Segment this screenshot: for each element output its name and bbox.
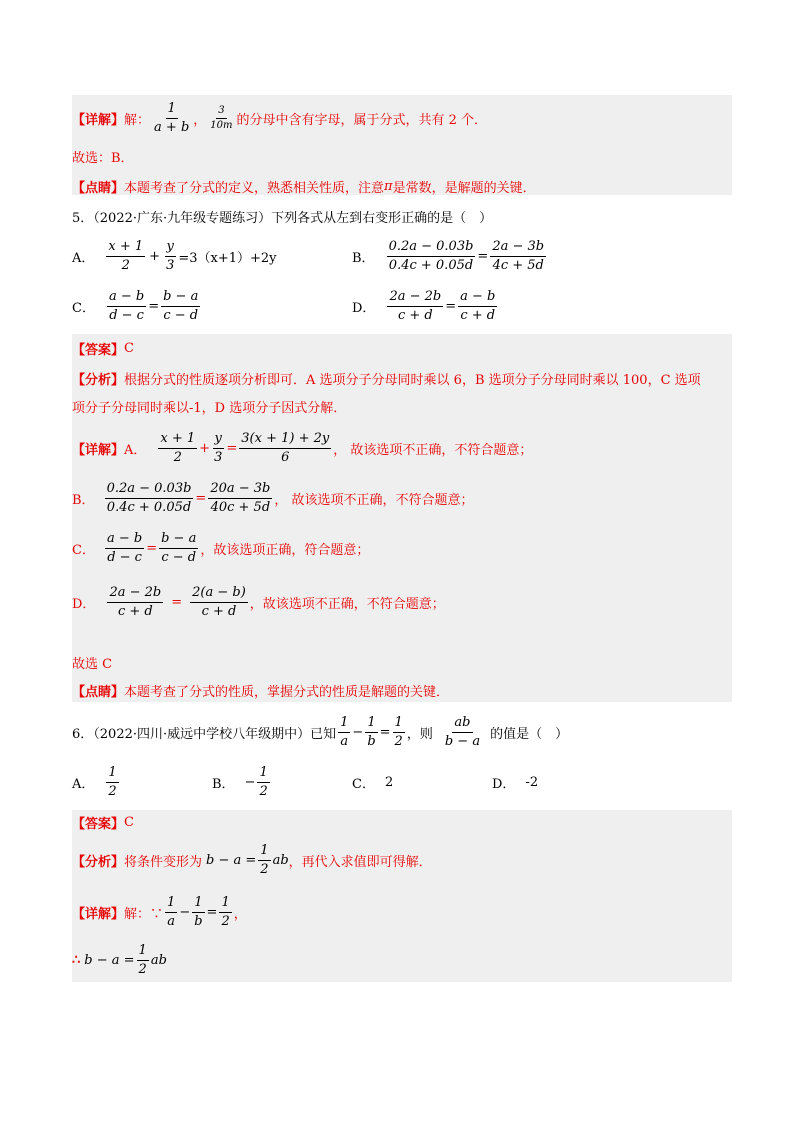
detail-line-q4: 【详解】 解： $\frac{1}{a + b}$ ， $\frac{3}{10m}$ 的分母中含有字母，属于分式，共有 2 个． [72,100,488,135]
answer-value: C [124,814,134,830]
detail-tag: 【详解】 [72,442,125,458]
q5-option-d: D． $\frac{2a - 2b}{c + d}$ = $\frac{a - b}{c + d}$ [352,288,496,323]
choice-line-q4: 故选：B． [72,150,134,166]
fraction: $\frac{ab}{b - a}$ [444,714,481,749]
detail-tag: 【详解】 [72,112,125,128]
q6-option-d: D． -2 [492,774,539,792]
comment-tag: 【点睛】 [72,684,125,700]
fraction: $\frac{2a - 2b}{c + d}$ [389,288,442,323]
detail-q5-c: C． $\frac{a - b}{d - c}$ = $\frac{b - a}{c - d}$ ，故该选项正确，符合题意； [72,530,370,565]
q5-option-a: A． $\frac{x + 1}{2}$ + $\frac{y}{3}$ =3（x+1）+2y [72,238,277,273]
choice-line-q5: 故选 C [72,656,113,672]
comment-line-q4: 【点睛】 本题考查了分式的定义，熟悉相关性质，注意 π 是常数，是解题的关键． [72,178,536,196]
q6-option-b: B． − $\frac{1}{2}$ [212,764,268,799]
fraction: $\frac{1}{2}$ [108,764,117,799]
fraction: $\frac{x + 1}{2}$ [108,238,144,273]
question-5-stem: 5．（2022·广东·九年级专题练习）下列各式从左到右变形正确的是（ ） [72,210,493,226]
q5-option-b: B． $\frac{0.2a - 0.03b}{0.4c + 0.05d}$ = $\frac{2a - 3b}{4c + 5d}$ [352,238,545,273]
question-6-stem: 6．（2022·四川·威远中学校八年级期中）已知 $\frac{1}{a}$ − $\frac{1}{b}$ = $\frac{1}{2}$ ，则 $\frac{ab}{b - a}$ 的值是（ ） [72,714,569,749]
fraction: $\frac{1}{2}$ [394,714,403,749]
fraction: $\frac{1}{b}$ [367,714,376,749]
fraction: $\frac{1}{a}$ [167,894,176,929]
detail-line-q6: 【详解】 解：∵ $\frac{1}{a}$ − $\frac{1}{b}$ = $\frac{1}{2}$ ， [72,894,247,929]
detail-tail: 的分母中含有字母，属于分式，共有 2 个． [236,112,488,128]
answer-tag: 【答案】 [72,342,125,358]
detail-q5-a: 【详解】 A． $\frac{x + 1}{2}$ + $\frac{y}{3}$ = $\frac{3(x + 1) + 2y}{6}$ ， 故该选项不正确，不符合题意； [72,430,533,465]
detail-q5-d: D． $\frac{2a - 2b}{c + d}$ = $\frac{2(a - b)}{c + d}$ ，故该选项不正确，不符合题意； [72,584,445,619]
answer-line-q6 [72,812,134,832]
fraction: $\frac{3}{10m}$ [210,104,233,131]
answer-value: C [124,340,134,356]
analysis-line-q5-2: 项分子分母同时乘以-1，D 选项分子因式分解． [72,400,347,416]
q6-option-c: C． 2 [352,774,394,792]
fraction: $\frac{0.2a - 0.03b}{0.4c + 0.05d}$ [388,238,474,273]
fraction: $\frac{2a - 3b}{4c + 5d}$ [492,238,545,273]
pi-symbol: π [384,178,393,194]
analysis-line-q6: 【分析】 将条件变形为 b − a = $\frac{1}{2}$ ab ，再代入求值即可得解． [72,842,432,877]
therefore-line-q6: ∴ b − a = $\frac{1}{2}$ ab [72,942,167,977]
detail-q5-b: B． $\frac{0.2a - 0.03b}{0.4c + 0.05d}$ = $\frac{20a - 3b}{40c + 5d}$ ， 故该选项不正确，不符合题意； [72,480,474,515]
answer-tag: 【答案】 [72,816,125,832]
fraction: $\frac{y}{3}$ [166,238,175,273]
fraction: $\frac{0.2a - 0.03b}{0.4c + 0.05d}$ [106,480,192,515]
fraction: $\frac{a - b}{d - c}$ [108,288,145,323]
fraction: $\frac{a - b}{c + d}$ [460,288,496,323]
fraction: $\frac{20a - 3b}{40c + 5d}$ [210,480,271,515]
analysis-tag: 【分析】 [72,372,125,388]
q6-option-a: A． $\frac{1}{2}$ [72,764,117,799]
fraction: $\frac{2(a - b)}{c + d}$ [192,584,246,619]
comment-tag: 【点睛】 [72,180,125,196]
detail-tag: 【详解】 [72,906,125,922]
fraction: $\frac{y}{3}$ [214,430,223,465]
analysis-tag: 【分析】 [72,854,125,870]
fraction: $\frac{b - a}{c - d}$ [163,288,199,323]
fraction: $\frac{a - b}{d - c}$ [106,530,143,565]
fraction: $\frac{3(x + 1) + 2y}{6}$ [241,430,330,465]
fraction: $\frac{1}{a + b}$ [154,100,190,135]
fraction: $\frac{x + 1}{2}$ [160,430,196,465]
fraction: $\frac{b - a}{c - d}$ [161,530,197,565]
fraction: $\frac{1}{2}$ [260,842,269,877]
fraction: $\frac{1}{2}$ [221,894,230,929]
fraction: $\frac{1}{2}$ [259,764,268,799]
fraction: $\frac{2a - 2b}{c + d}$ [109,584,162,619]
answer-line-q5 [72,338,134,358]
therefore-symbol: ∴ [72,952,81,968]
fraction: $\frac{1}{b}$ [194,894,203,929]
solution-box-q5 [72,334,732,702]
analysis-line-q5-1: 【分析】 根据分式的性质逐项分析即可．A 选项分子分母同时乘以 6，B 选项分子分母同时乘以 100，C 选项 [72,368,701,388]
detail-lead: 解： [124,112,151,128]
comment-line-q5: 【点睛】 本题考查了分式的性质，掌握分式的性质是解题的关键． [72,680,449,700]
fraction: $\frac{1}{2}$ [138,942,147,977]
q5-option-c: C． $\frac{a - b}{d - c}$ = $\frac{b - a}{c - d}$ [72,288,199,323]
fraction: $\frac{1}{a}$ [340,714,349,749]
